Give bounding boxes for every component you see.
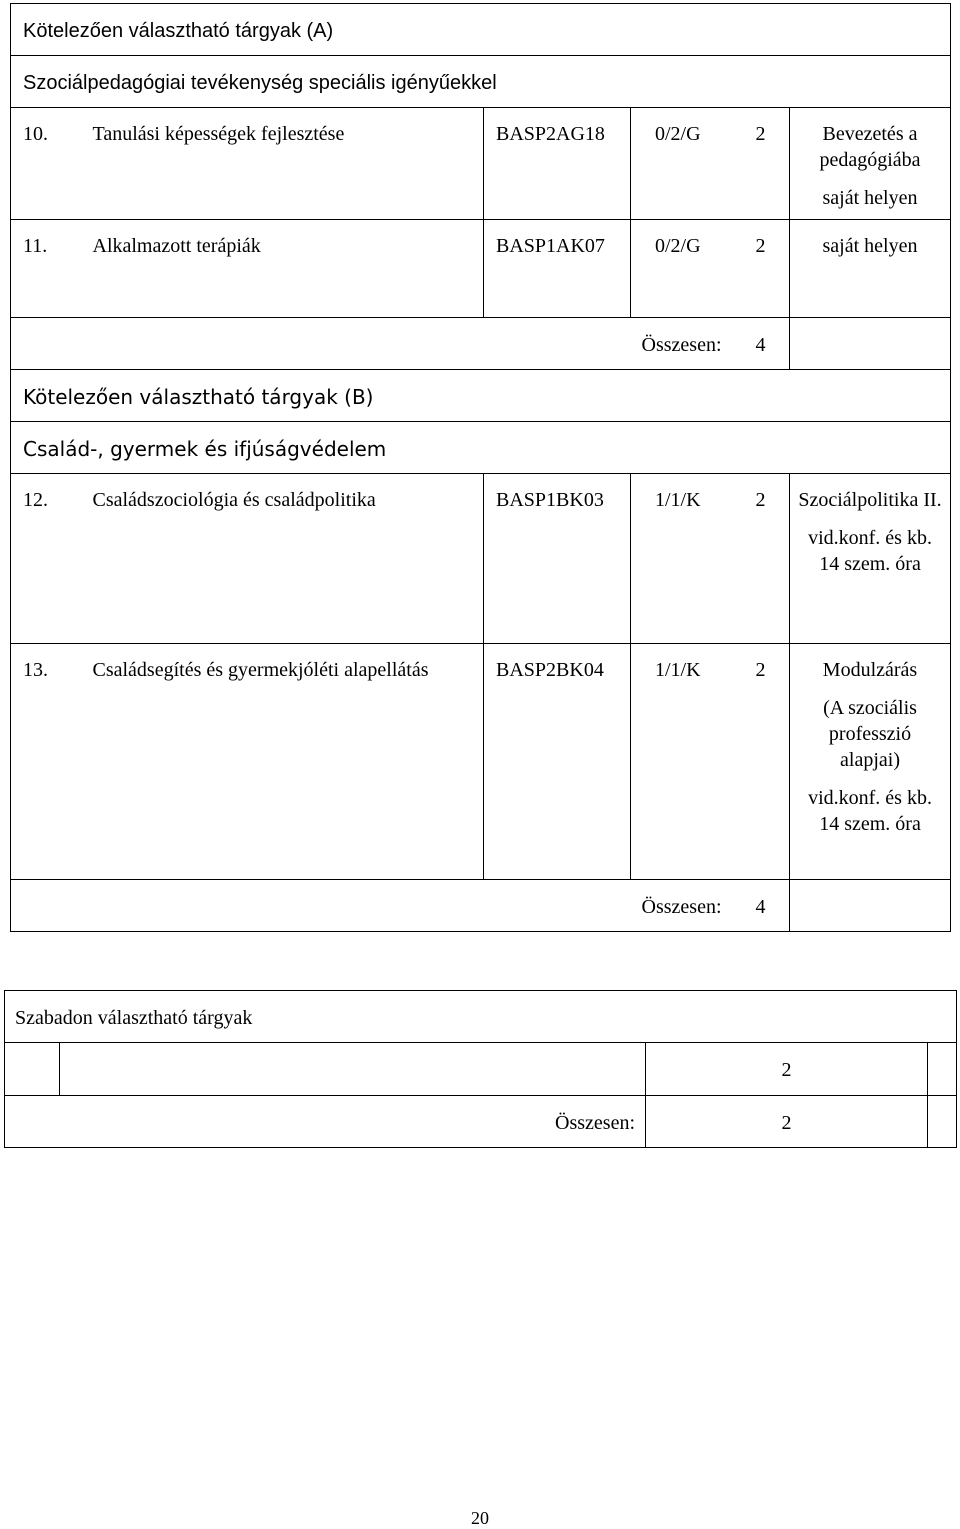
course-number: 10. [11, 108, 83, 220]
course-form: 1/1/K [631, 474, 732, 644]
course-code: BASP1BK03 [484, 474, 631, 644]
course-form: 0/2/G [631, 108, 732, 220]
course-name: Családszociológia és családpolitika [83, 474, 484, 644]
free-elective-table [4, 990, 957, 1148]
table-row [11, 220, 951, 318]
course-form: 1/1/K [631, 644, 732, 880]
course-note [790, 220, 951, 318]
course-number: 13. [11, 644, 83, 880]
course-note-line: (A szociális professzió alapjai) [823, 697, 917, 771]
section-b-subheading: Család-, gyermek és ifjúságvédelem [11, 422, 951, 474]
course-note-line: saját helyen [822, 187, 918, 209]
elective-courses-table [10, 3, 951, 932]
course-note-line: saját helyen [822, 235, 918, 257]
course-note [790, 644, 951, 880]
course-form: 0/2/G [631, 220, 732, 318]
section-b-heading: Kötelezően választható tárgyak (B) [11, 370, 951, 422]
course-note-line: Bevezetés a pedagógiába [819, 123, 921, 171]
course-code: BASP1AK07 [484, 220, 631, 318]
total-label: Összesen: [11, 880, 732, 932]
free-elective-credit: 2 [646, 1043, 928, 1096]
course-note-line: Szociálpolitika II. [798, 489, 942, 511]
total-value: 2 [646, 1096, 928, 1148]
course-credit: 2 [732, 108, 790, 220]
course-code: BASP2AG18 [484, 108, 631, 220]
table-row [5, 1043, 957, 1096]
course-note [790, 474, 951, 644]
course-note [790, 108, 951, 220]
free-elective-heading: Szabadon választható tárgyak [5, 991, 957, 1043]
table-row [11, 644, 951, 880]
section-a-total-row [11, 318, 951, 370]
section-a-subheading: Szociálpedagógiai tevékenység speciális igényűekkel [11, 56, 951, 108]
course-credit: 2 [732, 220, 790, 318]
course-name: Tanulási képességek fejlesztése [83, 108, 484, 220]
empty-cell [790, 318, 951, 370]
total-label: Összesen: [11, 318, 732, 370]
course-credit: 2 [732, 644, 790, 880]
empty-cell [790, 880, 951, 932]
course-code: BASP2BK04 [484, 644, 631, 880]
course-note-line: Modulzárás [822, 659, 918, 681]
page-number: 20 [471, 1508, 489, 1528]
course-number: 11. [11, 220, 83, 318]
course-name: Alkalmazott terápiák [83, 220, 484, 318]
empty-cell [928, 1043, 957, 1096]
empty-cell [5, 1043, 60, 1096]
total-label: Összesen: [5, 1096, 646, 1148]
table-row [11, 108, 951, 220]
table-row [11, 474, 951, 644]
course-number: 12. [11, 474, 83, 644]
empty-cell [60, 1043, 646, 1096]
section-a-heading: Kötelezően választható tárgyak (A) [11, 4, 951, 56]
total-value: 4 [732, 318, 790, 370]
empty-cell [928, 1096, 957, 1148]
course-note-line: vid.konf. és kb. 14 szem. óra [808, 527, 932, 575]
course-name: Családsegítés és gyermekjóléti alapellátás [83, 644, 484, 880]
course-credit: 2 [732, 474, 790, 644]
course-note-line: vid.konf. és kb. 14 szem. óra [808, 787, 932, 835]
section-b-total-row [11, 880, 951, 932]
total-value: 4 [732, 880, 790, 932]
free-elective-total-row [5, 1096, 957, 1148]
